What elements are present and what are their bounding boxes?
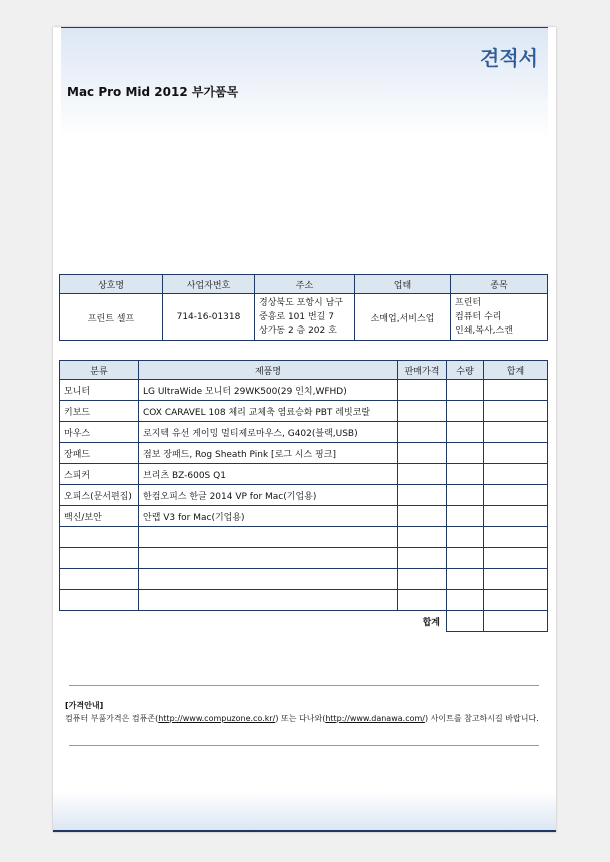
grand-total-row (60, 611, 548, 632)
address-line: 경상북도 포항시 남구 (259, 298, 343, 308)
row-product: 한컴오피스 한글 2014 VP for Mac(기업용) (139, 485, 398, 506)
document-page (53, 27, 556, 832)
items-header-total: 합계 (484, 361, 548, 380)
category-line: 컴퓨터 수리 (455, 312, 502, 322)
row-category: 백신/보안 (60, 506, 139, 527)
row-qty (447, 485, 484, 506)
row-product (139, 590, 398, 611)
row-product: 로지텍 유선 게이밍 멀티제로마우스, G402(블랙,USB) (139, 422, 398, 443)
table-row (60, 485, 548, 506)
row-product: LG UltraWide 모니터 29WK500(29 인치,WFHD) (139, 380, 398, 401)
document-subtitle: Mac Pro Mid 2012 부가품목 (67, 85, 239, 99)
row-category: 키보드 (60, 401, 139, 422)
supplier-header-name: 상호명 (60, 275, 163, 294)
row-price (398, 506, 447, 527)
category-line: 프린터 (455, 298, 482, 308)
category-line: 인쇄,복사,스캔 (455, 326, 513, 336)
row-qty (447, 380, 484, 401)
row-price (398, 380, 447, 401)
row-qty (447, 590, 484, 611)
row-price (398, 548, 447, 569)
row-category: 오피스(문서편집) (60, 485, 139, 506)
row-category (60, 527, 139, 548)
items-header-qty: 수량 (447, 361, 484, 380)
price-note-title: [가격안내] (65, 701, 104, 710)
row-category (60, 548, 139, 569)
row-product: COX CARAVEL 108 체리 교체축 염료승화 PBT 레빗코랄 (139, 401, 398, 422)
row-product (139, 569, 398, 590)
row-product (139, 548, 398, 569)
row-qty (447, 506, 484, 527)
supplier-business-number: 714-16-01318 (163, 294, 255, 341)
table-row (60, 422, 548, 443)
table-row (60, 590, 548, 611)
note-text-part: ) 사이트를 참고하시길 바랍니다. (424, 714, 539, 723)
row-qty (447, 401, 484, 422)
row-total (484, 527, 548, 548)
row-category (60, 569, 139, 590)
supplier-header-type: 업태 (355, 275, 451, 294)
supplier-table (59, 274, 548, 341)
row-price (398, 590, 447, 611)
row-category (60, 590, 139, 611)
table-row (60, 380, 548, 401)
row-product: 안랩 V3 for Mac(기업용) (139, 506, 398, 527)
table-row (60, 443, 548, 464)
table-row (60, 401, 548, 422)
row-category: 모니터 (60, 380, 139, 401)
address-line: 중흥로 101 번길 7 (259, 312, 334, 322)
row-total (484, 590, 548, 611)
row-qty (447, 569, 484, 590)
row-category: 스피커 (60, 464, 139, 485)
table-row (60, 527, 548, 548)
supplier-header-address: 주소 (255, 275, 355, 294)
items-header-product: 제품명 (139, 361, 398, 380)
supplier-business-type: 소매업,서비스업 (355, 294, 451, 341)
address-line: 상가동 2 층 202 호 (259, 326, 337, 336)
row-qty (447, 527, 484, 548)
grand-total-qty (447, 611, 484, 632)
row-total (484, 464, 548, 485)
table-row (60, 506, 548, 527)
items-table (59, 360, 548, 632)
row-price (398, 464, 447, 485)
row-total (484, 485, 548, 506)
document-title: 견적서 (480, 46, 538, 70)
supplier-header-category: 종목 (451, 275, 548, 294)
row-qty (447, 548, 484, 569)
row-price (398, 443, 447, 464)
items-header-category: 분류 (60, 361, 139, 380)
row-category: 장패드 (60, 443, 139, 464)
row-category: 마우스 (60, 422, 139, 443)
table-row (60, 569, 548, 590)
items-header-price: 판매가격 (398, 361, 447, 380)
divider (69, 685, 539, 686)
row-total (484, 401, 548, 422)
grand-total-label: 합계 (422, 617, 440, 628)
row-price (398, 422, 447, 443)
supplier-name: 프린트 셀프 (60, 294, 163, 341)
supplier-header-bizno: 사업자번호 (163, 275, 255, 294)
table-row (60, 464, 548, 485)
row-total (484, 422, 548, 443)
row-product: 브리츠 BZ-600S Q1 (139, 464, 398, 485)
row-total (484, 569, 548, 590)
row-total (484, 380, 548, 401)
grand-total-value (484, 611, 548, 632)
row-total (484, 443, 548, 464)
row-total (484, 548, 548, 569)
compuzone-link[interactable]: http://www.compuzone.co.kr/ (158, 714, 276, 723)
row-price (398, 485, 447, 506)
supplier-address (255, 294, 355, 341)
note-text-part: 컴퓨터 부품가격은 컴퓨존( (65, 714, 159, 723)
row-price (398, 401, 447, 422)
note-text-part: ) 또는 다나와( (275, 714, 326, 723)
row-qty (447, 422, 484, 443)
supplier-category (451, 294, 548, 341)
row-total (484, 506, 548, 527)
row-qty (447, 464, 484, 485)
row-price (398, 569, 447, 590)
row-qty (447, 443, 484, 464)
row-product (139, 527, 398, 548)
header-band (61, 27, 548, 138)
divider (69, 745, 539, 746)
row-product: 점보 장패드, Rog Sheath Pink [로그 시스 핑크] (139, 443, 398, 464)
table-row (60, 548, 548, 569)
price-note-text (65, 713, 539, 724)
footer-band (53, 792, 556, 832)
danawa-link[interactable]: http://www.danawa.com/ (325, 714, 425, 723)
row-price (398, 527, 447, 548)
